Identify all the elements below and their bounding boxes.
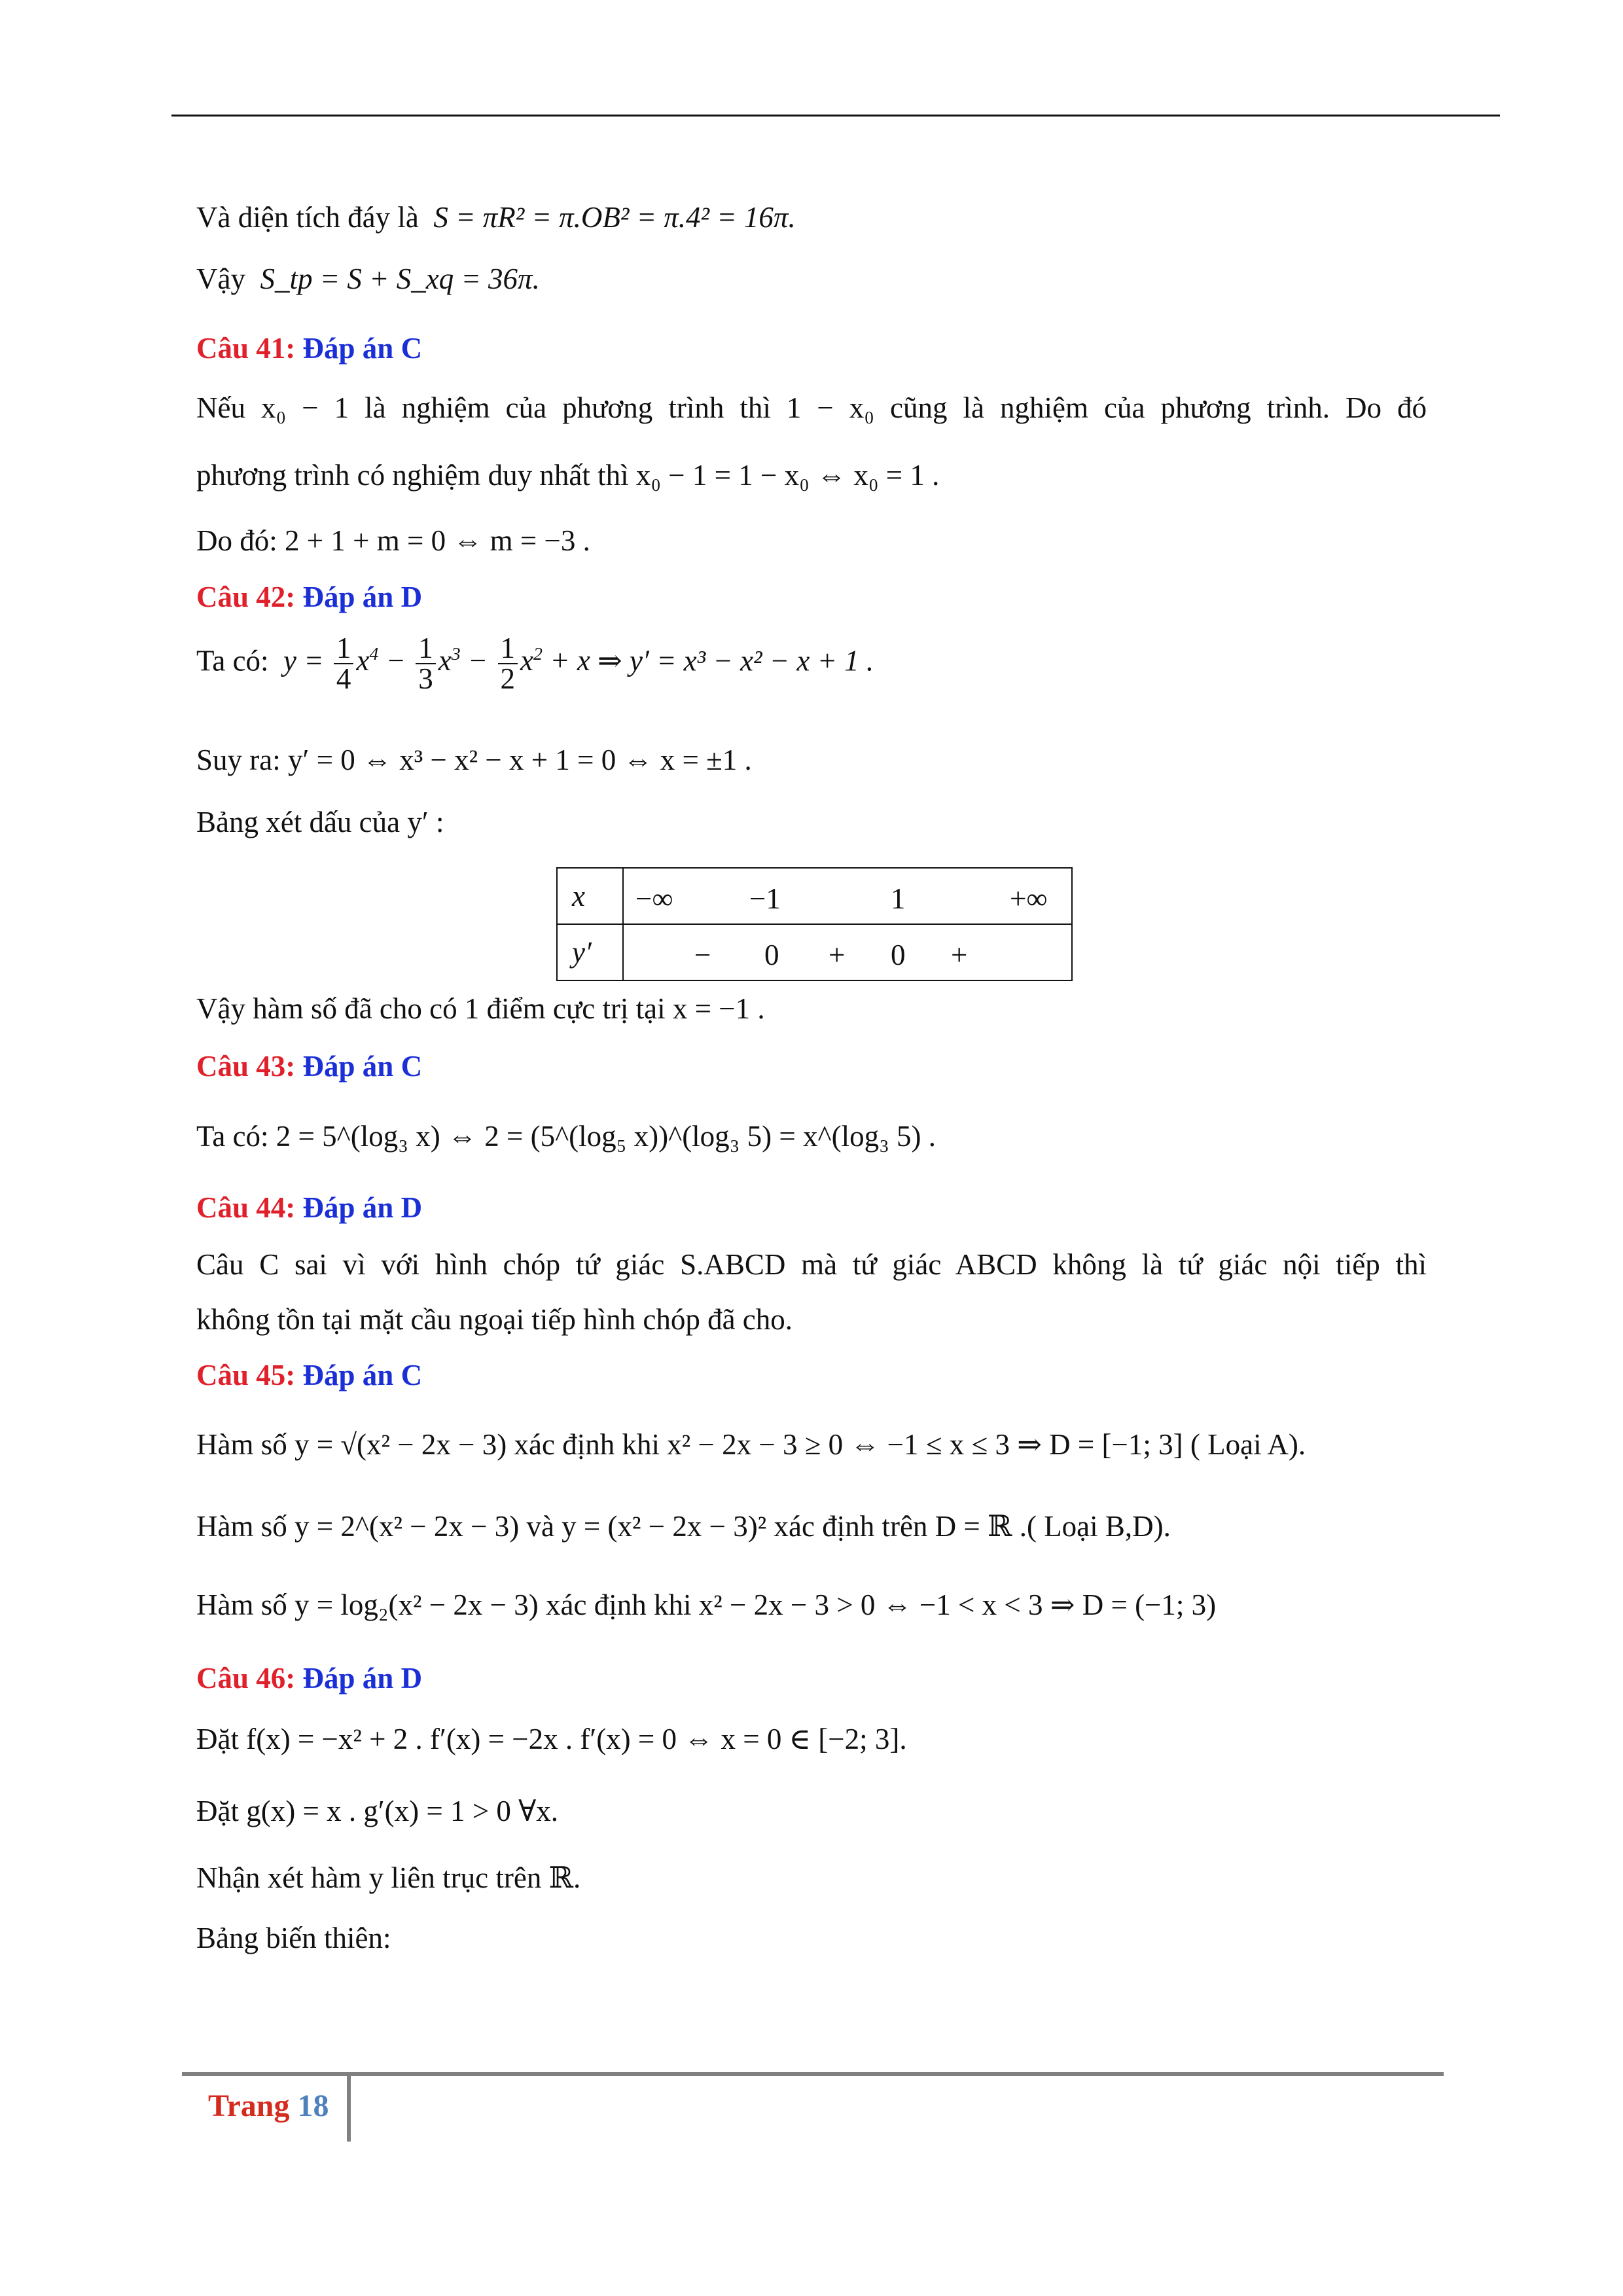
sign-table-x-row: −∞ −1 1 +∞ — [623, 868, 1072, 924]
q41-heading: Câu 41: Đáp án C — [196, 332, 423, 365]
sign-table-x-head: x — [557, 868, 623, 924]
q41-text-3: Do đó: 2 + 1 + m = 0 ⇔ m = −3 . — [196, 524, 590, 557]
q46-text-4: Bảng biến thiên: — [196, 1922, 391, 1954]
area-line: Và diện tích đáy là S = πR² = π.OB² = π.4² = 16π. — [196, 201, 796, 234]
q43-heading: Câu 43: Đáp án C — [196, 1050, 423, 1083]
q46-text-3: Nhận xét hàm y liên trục trên ℝ. — [196, 1861, 581, 1894]
q42-text-2: Suy ra: y′ = 0 ⇔ x³ − x² − x + 1 = 0 ⇔ x = ±1 . — [196, 744, 752, 776]
q44-heading: Câu 44: Đáp án D — [196, 1191, 423, 1224]
sign-table-y-head: y′ — [557, 924, 623, 980]
q46-text-2: Đặt g(x) = x . g′(x) = 1 > 0 ∀x. — [196, 1795, 559, 1827]
q42-text-3: Bảng xét dấu của y′ : — [196, 806, 444, 838]
q42-derivative-line: Ta có: y = $\frac{1}{4}$ $x^4$ − $\frac{1}{3}$ $x^3$ − $\frac{1}{2}$ $x^2 + x$ ⇒ y′ = x³ − x² − x + 1 . — [196, 632, 874, 695]
q43-text: Ta có: 2 = 5^(log₃ x) ⇔ 2 = (5^(log₅ x))^(log₃ 5) = x^(log₃ 5) . — [196, 1120, 936, 1153]
sign-table-y-row: − 0 + 0 + — [623, 924, 1072, 980]
q45-text-1: Hàm số y = √(x² − 2x − 3) xác định khi x² − 2x − 3 ≥ 0 ⇔ −1 ≤ x ≤ 3 ⇒ D = [−1; 3] ( Loại A). — [196, 1428, 1306, 1461]
q41-text-1: Nếu x₀ − 1 là nghiệm của phương trình thì 1 − x₀ cũng là nghiệm của phương trình. Do đó — [196, 391, 1427, 424]
q46-heading: Câu 46: Đáp án D — [196, 1662, 423, 1695]
footer-divider — [347, 2073, 351, 2142]
q44-text-2: không tồn tại mặt cầu ngoại tiếp hình chóp đã cho. — [196, 1303, 793, 1336]
q45-heading: Câu 45: Đáp án C — [196, 1359, 423, 1391]
q45-text-3: Hàm số y = log₂(x² − 2x − 3) xác định khi x² − 2x − 3 > 0 ⇔ −1 < x < 3 ⇒ D = (−1; 3) — [196, 1588, 1217, 1621]
q45-text-2: Hàm số y = 2^(x² − 2x − 3) và y = (x² − 2x − 3)² xác định trên D = ℝ .( Loại B,D). — [196, 1510, 1171, 1543]
footer-rule — [182, 2072, 1444, 2076]
q44-text-1: Câu C sai vì với hình chóp tứ giác S.ABCD mà tứ giác ABCD không là tứ giác nội tiếp thì — [196, 1248, 1427, 1281]
q42-conclusion: Vậy hàm số đã cho có 1 điểm cực trị tại x = −1 . — [196, 992, 765, 1025]
q41-text-2: phương trình có nghiệm duy nhất thì x₀ − 1 = 1 − x₀ ⇔ x₀ = 1 . — [196, 459, 940, 492]
q46-text-1: Đặt f(x) = −x² + 2 . f′(x) = −2x . f′(x) = 0 ⇔ x = 0 ∈ [−2; 3]. — [196, 1723, 907, 1755]
total-area-line: Vậy S_tp = S + S_xq = 36π. — [196, 262, 540, 295]
header-rule — [171, 115, 1500, 117]
sign-table — [556, 867, 1073, 981]
q42-heading: Câu 42: Đáp án D — [196, 581, 423, 613]
page-number: Trang 18 — [208, 2089, 329, 2123]
